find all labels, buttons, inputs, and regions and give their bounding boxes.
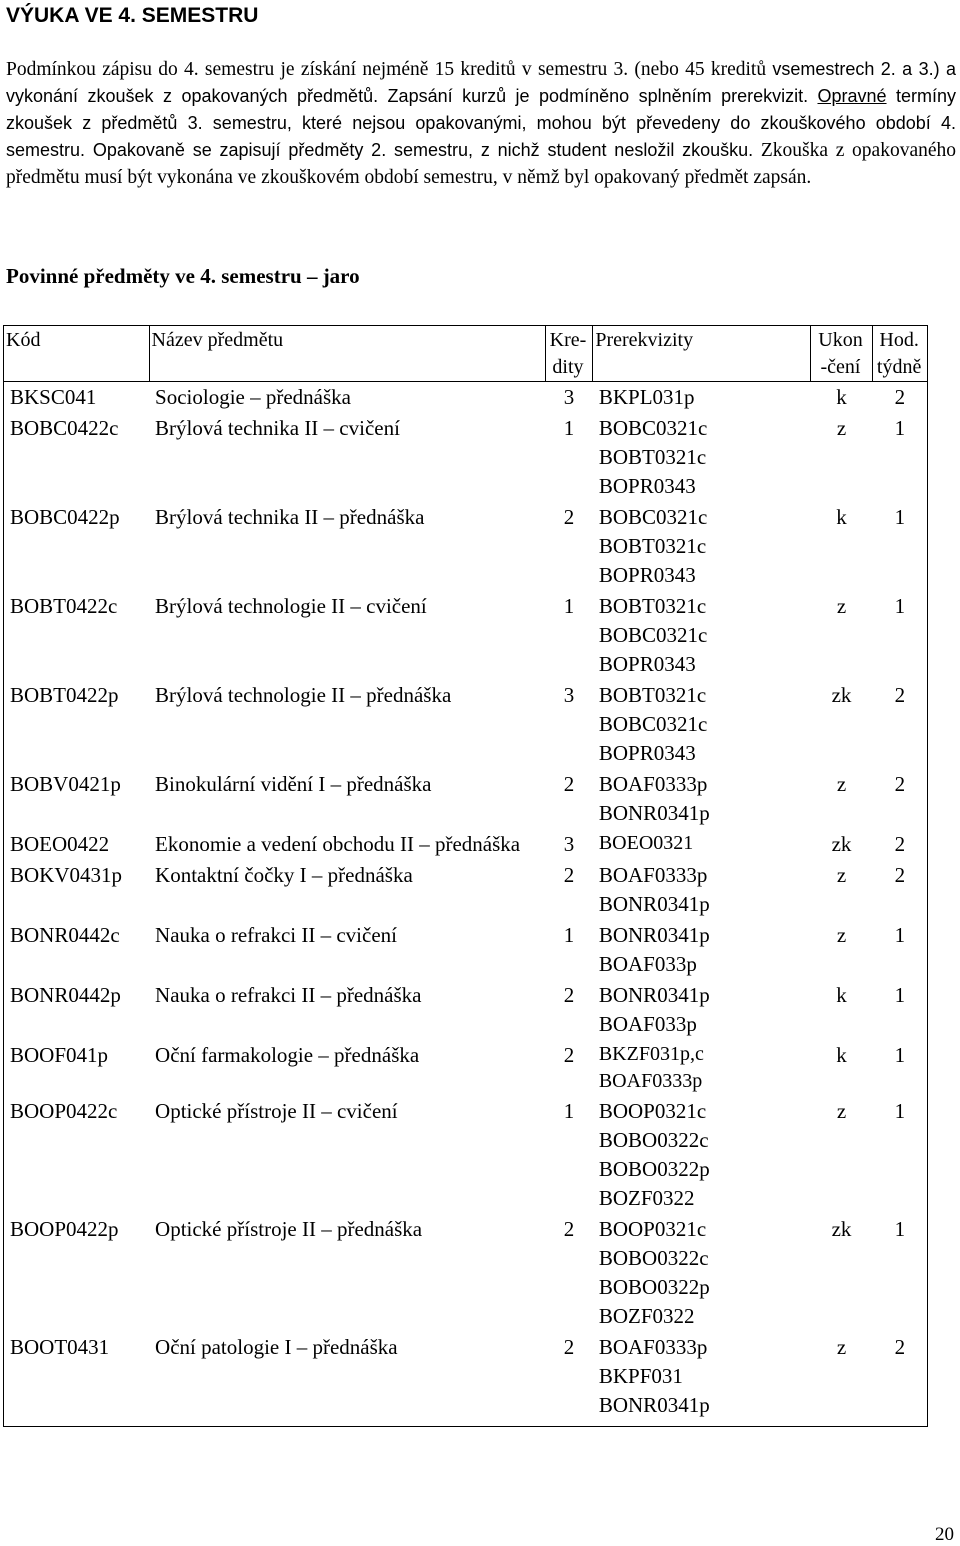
prereq-item: BONR0341p (598, 923, 710, 947)
table-row (4, 1214, 928, 1332)
prereq-item: BOBT0321c (598, 683, 707, 707)
prereq-item: BOOP0321c (598, 1217, 707, 1241)
prereq-item: BKPL031p (598, 385, 695, 409)
prereq-item: BOAF0333p (598, 1335, 708, 1359)
course-prereq (593, 829, 810, 860)
table-row (4, 980, 928, 1040)
course-hours: 2 (894, 772, 906, 796)
course-name: Brýlová technika II – přednáška (155, 505, 425, 529)
course-hours: 2 (894, 385, 906, 409)
course-credits: 2 (563, 505, 575, 529)
course-hours: 1 (894, 983, 906, 1007)
prereq-item: BOBC0321c (598, 416, 708, 440)
course-completion: k (836, 505, 847, 529)
course-hours: 2 (894, 832, 906, 856)
table-row (4, 1040, 928, 1096)
header-prereq: Prerekvizity (593, 326, 810, 382)
course-hours: 1 (894, 1099, 906, 1123)
prereq-item: BOBO0322p (598, 1157, 710, 1181)
prereq-item: BOAF0333p (598, 772, 708, 796)
course-code: BOOP0422p (10, 1217, 119, 1241)
prereq-item: BOPR0343 (598, 652, 696, 676)
course-name: Binokulární vidění I – přednáška (155, 772, 432, 796)
course-code: BONR0442c (10, 923, 120, 947)
course-hours: 1 (894, 923, 906, 947)
intro-text-4: Zkouška z opakovaného předmětu musí být vykonána ve zkouškovém období semestru, v němž byl opakovaný předmět zapsán. (6, 140, 956, 188)
table-row (4, 591, 928, 680)
table-row (4, 920, 928, 980)
prereq-item: BOBT0321c (598, 534, 707, 558)
course-prereq (593, 1214, 810, 1332)
course-credits: 2 (563, 863, 575, 887)
course-hours: 1 (894, 1217, 906, 1241)
course-name: Optické přístroje II – cvičení (155, 1099, 398, 1123)
prereq-item: BONR0341p (598, 1393, 710, 1417)
course-hours: 1 (894, 594, 906, 618)
course-name: Nauka o refrakci II – cvičení (155, 923, 397, 947)
course-code: BKSC041 (10, 385, 97, 409)
table-row (4, 502, 928, 591)
table-row (4, 769, 928, 829)
course-prereq (593, 591, 810, 680)
course-credits: 3 (563, 832, 575, 856)
course-credits: 2 (563, 1217, 575, 1241)
intro-text-1: Podmínkou zápisu do 4. semestru je získání nejméně 15 kreditů v semestru 3. (nebo 45 kreditů (6, 59, 767, 80)
course-prereq (593, 502, 810, 591)
page-number: 20 (935, 1524, 954, 1545)
course-code: BOOF041p (10, 1043, 109, 1067)
table-header-row (4, 326, 928, 382)
table-row (4, 1096, 928, 1214)
prereq-item: BOAF0333p (598, 1070, 703, 1092)
prereq-item: BKPF031 (598, 1364, 683, 1388)
header-hours: Hod. týdně (873, 326, 928, 382)
table-row (4, 413, 928, 502)
course-credits: 3 (563, 683, 575, 707)
header-name: Název předmětu (149, 326, 545, 382)
course-hours: 2 (894, 683, 906, 707)
prereq-item: BOZF0322 (598, 1304, 695, 1328)
course-credits: 2 (563, 983, 575, 1007)
course-completion: z (836, 594, 847, 618)
course-name: Sociologie – přednáška (155, 385, 351, 409)
header-code: Kód (4, 326, 150, 382)
course-code: BOBT0422p (10, 683, 119, 707)
intro-text-3: termíny zkoušek z předmětů 3. semestru, které nejsou opakovanými, mohou být převedeny do zkouškového období 4. semestru. Opakovaně se zapisují předměty 2. semestru, z nichž student nesložil zkoušku. (6, 86, 957, 160)
intro-text-underlined: Opravné (817, 86, 887, 106)
course-completion: z (836, 416, 847, 440)
course-credits: 1 (563, 923, 575, 947)
prereq-item: BOAF033p (598, 952, 697, 976)
table-row (4, 829, 928, 860)
intro-paragraph (6, 56, 956, 191)
course-credits: 2 (563, 772, 575, 796)
prereq-item: BOBC0321c (598, 505, 708, 529)
course-code: BOOP0422c (10, 1099, 118, 1123)
prereq-item: BOBO0322c (598, 1246, 709, 1270)
prereq-item: BONR0341p (598, 892, 710, 916)
course-credits: 1 (563, 416, 575, 440)
table-row (4, 860, 928, 920)
prereq-item: BOBC0321c (598, 712, 708, 736)
prereq-item: BOAF0333p (598, 863, 708, 887)
course-completion: k (836, 385, 847, 409)
header-completion: Ukon -čení (810, 326, 872, 382)
course-completion: k (836, 983, 847, 1007)
prereq-item: BOPR0343 (598, 474, 696, 498)
section-title: Povinné předměty ve 4. semestru – jaro (6, 264, 360, 288)
header-credits: Kre- dity (545, 326, 593, 382)
course-prereq (593, 413, 810, 502)
prereq-item: BONR0341p (598, 801, 710, 825)
course-completion: zk (831, 683, 852, 707)
course-completion: z (836, 772, 847, 796)
course-code: BOEO0422 (10, 832, 110, 856)
course-credits: 1 (563, 1099, 575, 1123)
course-credits: 1 (563, 594, 575, 618)
course-completion: z (836, 1335, 847, 1359)
page-title: VÝUKA VE 4. SEMESTRU (6, 4, 259, 27)
course-code: BOBC0422c (10, 416, 119, 440)
course-prereq (593, 860, 810, 920)
course-code: BOBT0422c (10, 594, 118, 618)
table-row (4, 680, 928, 769)
course-completion: k (836, 1043, 847, 1067)
course-prereq (593, 680, 810, 769)
course-prereq (593, 1040, 810, 1096)
prereq-item: BOAF033p (598, 1012, 697, 1036)
course-code: BOBV0421p (10, 772, 121, 796)
course-completion: zk (831, 832, 852, 856)
course-name: Brýlová technologie II – přednáška (155, 683, 452, 707)
course-name: Oční farmakologie – přednáška (155, 1043, 420, 1067)
course-prereq (593, 769, 810, 829)
course-credits: 2 (563, 1335, 575, 1359)
prereq-item: BOBO0322c (598, 1128, 709, 1152)
course-code: BOKV0431p (10, 863, 123, 887)
course-code: BOOT0431 (10, 1335, 110, 1359)
course-prereq (593, 382, 810, 414)
course-prereq (593, 1332, 810, 1427)
prereq-item: BOBO0322p (598, 1275, 710, 1299)
course-name: Oční patologie I – přednáška (155, 1335, 398, 1359)
course-name: Optické přístroje II – přednáška (155, 1217, 423, 1241)
prereq-item: BOPR0343 (598, 741, 696, 765)
intro-text-2: vsemestrech 2. a 3.) a vykonání zkoušek z opakovaných předmětů. Zapsání kurzů je podmíněno splněním prerekvizit. (6, 59, 956, 106)
course-hours: 2 (894, 1335, 906, 1359)
course-completion: z (836, 863, 847, 887)
course-hours: 1 (894, 505, 906, 529)
table-row (4, 1332, 928, 1427)
course-name: Brýlová technika II – cvičení (155, 416, 400, 440)
course-name: Brýlová technologie II – cvičení (155, 594, 427, 618)
course-completion: zk (831, 1217, 852, 1241)
course-code: BOBC0422p (10, 505, 120, 529)
course-prereq (593, 920, 810, 980)
prereq-item: BOEO0321 (598, 832, 694, 854)
prereq-item: BOPR0343 (598, 563, 696, 587)
prereq-item: BKZF031p,c (598, 1043, 704, 1065)
course-completion: z (836, 923, 847, 947)
course-hours: 1 (894, 416, 906, 440)
prereq-item: BOZF0322 (598, 1186, 695, 1210)
course-name: Ekonomie a vedení obchodu II – přednáška (155, 832, 521, 856)
prereq-item: BOBT0321c (598, 445, 707, 469)
course-credits: 3 (563, 385, 575, 409)
prereq-item: BOOP0321c (598, 1099, 707, 1123)
course-prereq (593, 980, 810, 1040)
courses-table (3, 325, 928, 1427)
course-name: Nauka o refrakci II – přednáška (155, 983, 422, 1007)
course-name: Kontaktní čočky I – přednáška (155, 863, 413, 887)
course-rows (4, 382, 928, 1427)
prereq-item: BONR0341p (598, 983, 710, 1007)
course-completion: z (836, 1099, 847, 1123)
course-hours: 2 (894, 863, 906, 887)
prereq-item: BOBC0321c (598, 623, 708, 647)
course-credits: 2 (563, 1043, 575, 1067)
prereq-item: BOBT0321c (598, 594, 707, 618)
table-row (4, 382, 928, 414)
course-code: BONR0442p (10, 983, 121, 1007)
course-prereq (593, 1096, 810, 1214)
course-hours: 1 (894, 1043, 906, 1067)
